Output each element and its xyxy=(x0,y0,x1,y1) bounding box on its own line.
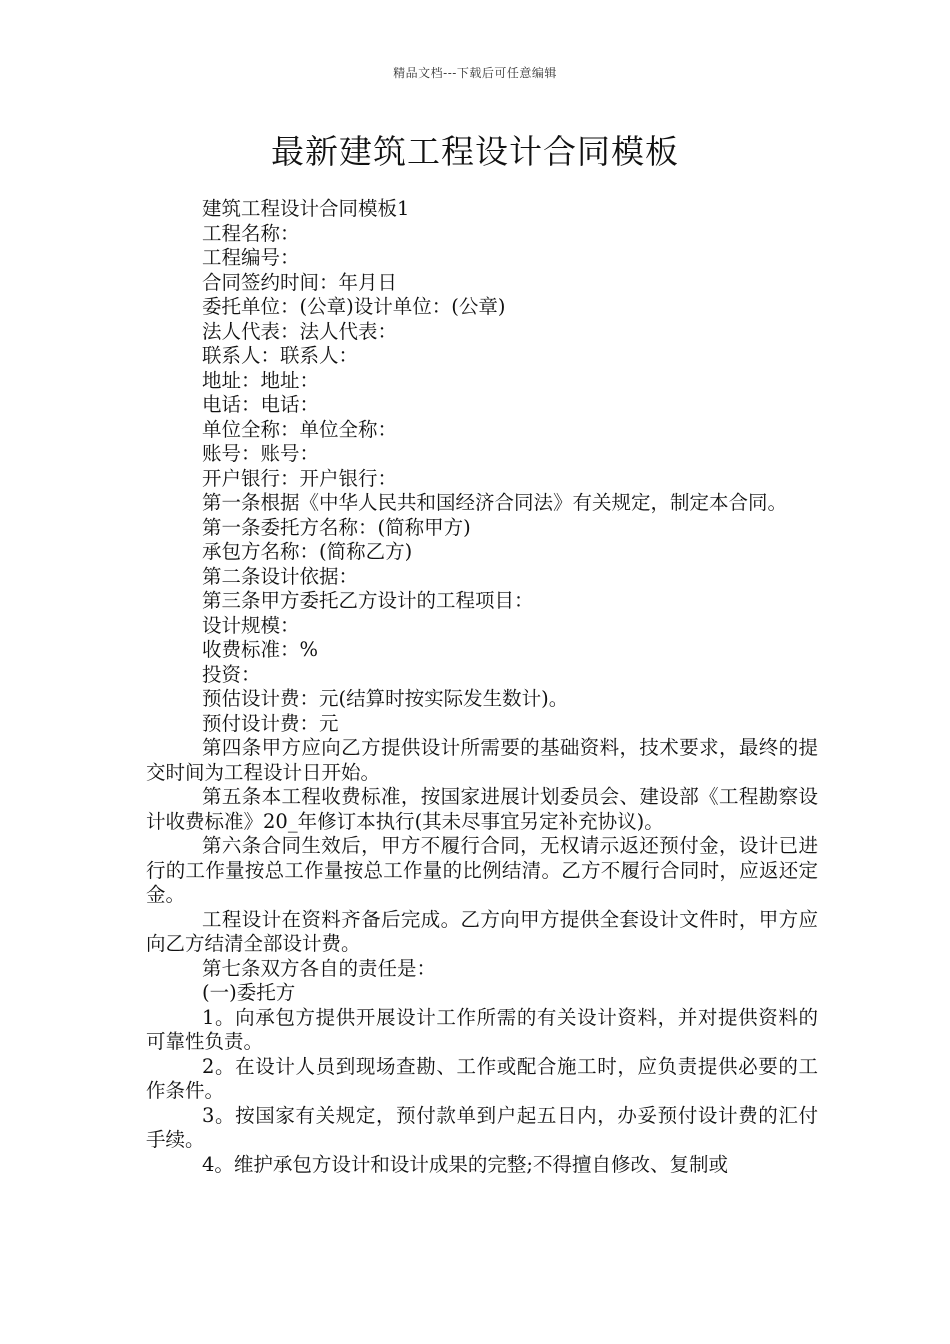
paragraph-signing-date: 合同签约时间：年月日 xyxy=(202,270,398,294)
paragraph-full-name: 单位全称：单位全称： xyxy=(202,417,398,441)
paragraph-estimated-fee: 预估设计费：元(结算时按实际发生数计)。 xyxy=(202,687,569,710)
paragraph-account: 账号：账号： xyxy=(202,442,320,465)
paragraph-bank: 开户银行：开户银行： xyxy=(202,466,398,490)
paragraph-design-scale: 设计规模： xyxy=(202,613,300,637)
paragraph-address: 地址：地址： xyxy=(202,368,320,392)
paragraph-item-1: 1。向承包方提供开展设计工作所需的有关设计资料，并对提供资料的可靠性负责。 xyxy=(146,1005,818,1053)
paragraph-fee-standard: 收费标准：% xyxy=(202,638,319,661)
paragraph-subtitle: 建筑工程设计合同模板1 xyxy=(202,197,410,220)
paragraph-legal-rep: 法人代表：法人代表： xyxy=(202,319,398,343)
paragraph-article-5: 第五条本工程收费标准，按国家进展计划委员会、建设部《工程勘察设计收费标准》20_年修订本执行(其未尽事宜另定补充协议)。 xyxy=(146,785,818,833)
paragraph-article-2: 第二条设计依据： xyxy=(202,564,359,588)
document-body xyxy=(146,197,818,1177)
paragraph-item-4: 4。维护承包方设计和设计成果的完整;不得擅自修改、复制或 xyxy=(202,1152,728,1176)
paragraph-article-4: 第四条甲方应向乙方提供设计所需要的基础资料，技术要求，最终的提交时间为工程设计日开始。 xyxy=(146,736,818,784)
paragraph-article-6: 第六条合同生效后，甲方不履行合同，无权请示返还预付金，设计已进行的工作量按总工作量按总工作量的比例结清。乙方不履行合同时，应返还定金。 xyxy=(146,834,818,906)
paragraph-project-name: 工程名称： xyxy=(202,221,300,245)
paragraph-client-name: 第一条委托方名称：(简称甲方) xyxy=(202,515,471,539)
paragraph-contractor-name: 承包方名称：(简称乙方) xyxy=(202,540,413,563)
paragraph-design-completion: 工程设计在资料齐备后完成。乙方向甲方提供全套设计文件时，甲方应向乙方结清全部设计费。 xyxy=(146,907,818,955)
paragraph-item-3: 3。按国家有关规定，预付款单到户起五日内，办妥预付设计费的汇付手续。 xyxy=(146,1103,818,1151)
paragraph-project-number: 工程编号： xyxy=(202,246,300,269)
paragraph-phone: 电话：电话： xyxy=(202,393,320,416)
paragraph-item-2: 2。在设计人员到现场查勘、工作或配合施工时，应负责提供必要的工作条件。 xyxy=(146,1054,818,1102)
paragraph-advance-fee: 预付设计费：元 xyxy=(202,711,339,735)
paragraph-contact: 联系人：联系人： xyxy=(202,344,359,367)
paragraph-investment: 投资： xyxy=(202,662,261,686)
paragraph-units: 委托单位：(公章)设计单位：(公章) xyxy=(202,295,506,318)
paragraph-article-7: 第七条双方各自的责任是： xyxy=(202,956,437,980)
paragraph-article-3: 第三条甲方委托乙方设计的工程项目： xyxy=(202,589,534,612)
page-header-watermark: 精品文档---下载后可任意编辑 xyxy=(393,66,557,80)
paragraph-article-1-basis: 第一条根据《中华人民共和国经济合同法》有关规定，制定本合同。 xyxy=(202,491,788,514)
document-title: 最新建筑工程设计合同模板 xyxy=(271,132,679,171)
paragraph-section-client: (一)委托方 xyxy=(202,981,296,1004)
